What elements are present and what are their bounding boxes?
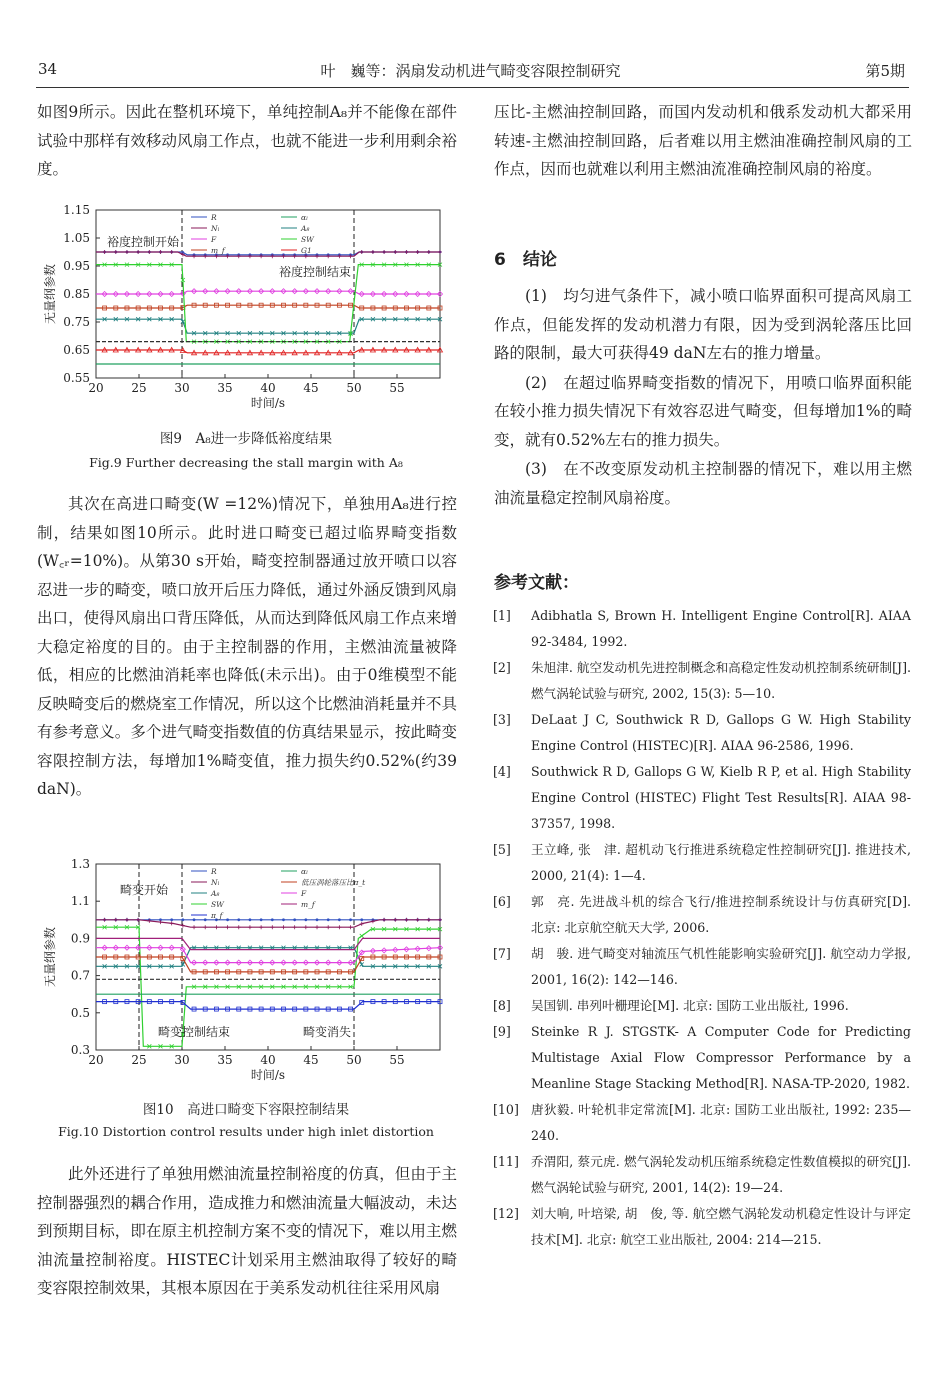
reference-text: 王立峰, 张 津. 超机动飞行推进系统稳定性控制研究[J]. 推进技术, 2000, 21(4): 1—4. [531, 842, 911, 883]
data-point [159, 250, 163, 254]
data-point [293, 925, 297, 929]
x-tick-label: 30 [174, 381, 190, 395]
legend [191, 213, 315, 255]
paragraph: 此外还进行了单独用燃油流量控制裕度的仿真，但由于主控制器强烈的耦合作用，造成推力和燃油流量大幅波动，未达到预期目标，即在原主机控制方案不变的情况下，难以用主燃油流量控制裕度。HISTEC计划采用主燃油取得了较好的畸变容限控制效果，其根本原因在于美系发动机往往采用风扇 [37, 1165, 457, 1297]
data-point [181, 924, 185, 928]
chart-annotation: 畸变消失 [302, 1025, 351, 1039]
series-A₈ [96, 317, 442, 335]
legend-label: αₗ [301, 867, 308, 876]
y-tick-label: 0.55 [63, 371, 90, 385]
data-point [125, 918, 129, 922]
data-point [416, 250, 420, 254]
reference-item [493, 707, 911, 759]
data-point [416, 918, 420, 922]
reference-number: [11] [493, 1154, 519, 1169]
reference-item [493, 1019, 911, 1097]
data-point [226, 918, 229, 921]
data-point [316, 918, 319, 921]
reference-number: [8] [493, 998, 511, 1013]
series-line [96, 252, 440, 256]
legend-label: m_f [211, 246, 225, 255]
data-point [438, 918, 442, 922]
data-point [170, 921, 174, 925]
figure-10 [36, 850, 456, 1090]
reference-item [493, 655, 911, 707]
left-column [37, 98, 457, 184]
figure-9 [36, 196, 456, 421]
legend-label: R [211, 867, 217, 876]
legend-label: αₗ [301, 213, 308, 222]
series-G1 [96, 348, 443, 355]
series-line [96, 927, 440, 1046]
x-tick-label: 35 [217, 381, 233, 395]
data-point [214, 925, 218, 929]
reference-number: [10] [493, 1102, 519, 1117]
y-axis-label: 无量纲参数 [43, 926, 57, 988]
data-point [338, 918, 341, 921]
data-point [136, 250, 140, 254]
series-Nₗ [96, 250, 442, 258]
reference-list [493, 603, 911, 1253]
data-point [270, 925, 274, 929]
figure-9-caption-en: Fig.9 Further decreasing the stall margin with A₈ [89, 455, 403, 470]
x-tick-label: 20 [88, 1053, 104, 1067]
series-SW [96, 263, 442, 344]
data-point [393, 918, 397, 922]
y-tick-label: 1.15 [63, 203, 90, 217]
data-point [237, 925, 241, 929]
left-column-3 [37, 1160, 457, 1303]
legend-label: π_f [211, 911, 223, 920]
y-tick-label: 0.3 [70, 1043, 90, 1057]
reference-item [493, 941, 911, 993]
data-point [360, 922, 364, 926]
reference-number: [6] [493, 894, 511, 909]
reference-text: 刘大响, 叶培梁, 胡 俊, 等. 航空燃气涡轮发动机稳定性设计与评定技术[M]. 北京: 航空工业出版社, 2004: 214—215. [531, 1206, 911, 1247]
conclusion-2: (2) 在超过临界畸变指数的情况下，用喷口临界面积能在较小推力损失情况下有效容忍进气畸变，但每增加1%的畸变，就有0.52%左右的推力损失。 [494, 373, 912, 449]
data-point [271, 918, 274, 921]
x-tick-label: 45 [303, 381, 319, 395]
y-tick-label: 0.9 [70, 931, 90, 946]
data-point [349, 925, 353, 929]
legend-label: G1 [301, 246, 312, 255]
y-tick-label: 0.7 [70, 968, 90, 983]
running-title: 叶 巍等：涡扇发动机进气畸变容限控制研究 [320, 62, 621, 80]
reference-number: [12] [493, 1206, 519, 1221]
legend [191, 867, 366, 920]
x-tick-label: 55 [389, 1053, 405, 1067]
data-point [382, 250, 386, 254]
reference-item [493, 1149, 911, 1201]
data-point [259, 925, 263, 929]
reference-item [493, 1201, 911, 1253]
figure-9-caption: 图9 A₈进一步降低裕度结果 [159, 431, 333, 447]
reference-text: 郭 亮. 先进战斗机的综合飞行/推进控制系统设计与仿真研究[D]. 北京: 北京航空航天大学, 2006. [531, 894, 911, 935]
data-point [404, 250, 408, 254]
legend-label: SW [301, 235, 314, 244]
y-tick-label: 1.3 [70, 857, 90, 871]
right-column [494, 98, 912, 184]
reference-number: [2] [493, 660, 511, 675]
legend-label: F [211, 235, 217, 244]
data-point [181, 918, 184, 921]
reference-item [493, 837, 911, 889]
data-point [293, 918, 296, 921]
data-point [349, 918, 352, 921]
reference-text: 乔渭阳, 蔡元虎. 燃气涡轮发动机压缩系统稳定性数值模拟的研究[J]. 燃气涡轮试验与研究, 2001, 14(2): 19—24. [531, 1154, 911, 1195]
data-point [114, 250, 118, 254]
data-point [360, 918, 363, 921]
legend-label: A₈ [211, 889, 220, 898]
data-point [260, 918, 263, 921]
legend-label: R [211, 213, 217, 222]
data-point [427, 250, 431, 254]
reference-text: Southwick R D, Gallops G W, Kielb R P, et al. High Stability Engine Control (HISTEC) Flight Test Results[R]. AIAA 98-37357, 1998. [531, 764, 911, 831]
x-axis-label: 时间/s [250, 1068, 286, 1082]
y-tick-label: 0.65 [63, 343, 90, 357]
data-point [147, 250, 151, 254]
reference-text: DeLaat J C, Southwick R D, Gallops G W. High Stability Engine Control (HISTEC)[R]. AIAA 96-2586, 1996. [531, 712, 911, 753]
legend-label: m_f [301, 900, 315, 909]
data-point [404, 918, 408, 922]
data-point [114, 918, 118, 922]
y-tick-label: 0.5 [70, 1005, 90, 1020]
data-point [315, 925, 319, 929]
legend-label: 低压涡轮落压比π_t [301, 878, 366, 887]
data-point [427, 918, 431, 922]
conclusions [494, 282, 912, 512]
data-point [103, 250, 107, 254]
data-point [304, 925, 308, 929]
series-π_f [96, 1000, 442, 1011]
reference-item [493, 1097, 911, 1149]
figure-10-caption: 图10 高进口畸变下容限控制结果 [142, 1102, 350, 1118]
chart-annotation: 畸变控制结束 [157, 1025, 231, 1039]
data-point [170, 918, 173, 921]
references-heading: 参考文献： [494, 573, 579, 593]
x-tick-label: 35 [217, 1053, 233, 1067]
x-tick-label: 40 [260, 1053, 276, 1067]
conclusion-3: (3) 在不改变原发动机主控制器的情况下，难以用主燃油流量稳定控制风扇裕度。 [494, 460, 912, 507]
x-tick-label: 45 [303, 1053, 319, 1067]
data-point [438, 250, 442, 254]
x-tick-label: 25 [131, 381, 147, 395]
legend-label: SW [211, 900, 224, 909]
left-column-2 [37, 490, 457, 804]
data-point [281, 925, 285, 929]
x-tick-label: 50 [346, 1053, 362, 1067]
data-point [159, 920, 163, 924]
x-tick-label: 40 [260, 381, 276, 395]
data-point [360, 250, 364, 254]
paragraph: 如图9所示。因此在整机环境下，单纯控制A₈并不能像在部件试验中那样有效移动风扇工作点，也就不能进一步利用剩余裕度。 [37, 103, 457, 178]
data-point [248, 925, 252, 929]
data-point [136, 918, 140, 922]
x-axis-label: 时间/s [250, 396, 286, 410]
data-point [326, 925, 330, 929]
data-point [304, 918, 307, 921]
data-point [170, 250, 174, 254]
reference-text: 吴国钏. 串列叶栅理论[M]. 北京: 国防工业出版社, 1996. [531, 998, 849, 1013]
legend-label: Nₗ [211, 224, 220, 233]
reference-item [493, 993, 911, 1019]
reference-number: [4] [493, 764, 511, 779]
data-point [282, 918, 285, 921]
y-tick-label: 0.95 [63, 259, 90, 273]
series-m_f [96, 303, 442, 310]
header-rule [36, 87, 909, 88]
y-axis-label: 无量纲参数 [43, 263, 57, 325]
x-tick-label: 50 [346, 381, 362, 395]
data-point [382, 918, 386, 922]
reference-number: [5] [493, 842, 511, 857]
reference-number: [3] [493, 712, 511, 727]
figure-10-caption-en: Fig.10 Distortion control results under high inlet distortion [58, 1124, 434, 1139]
data-point [337, 925, 341, 929]
data-point [204, 918, 207, 921]
chart-annotation: 畸变开始 [119, 883, 169, 897]
y-tick-label: 1.1 [70, 894, 90, 909]
chart-annotation: 裕度控制结束 [278, 265, 351, 279]
reference-item [493, 603, 911, 655]
x-tick-label: 55 [389, 381, 405, 395]
data-point [103, 918, 107, 922]
conclusion-1: (1) 均匀进气条件下，减小喷口临界面积可提高风扇工作点，但能发挥的发动机潜力有限，因为受到涡轮落压比回路的限制，最大可获得49 daN左右的推力增量。 [494, 287, 912, 362]
issue-number: 第5期 [865, 62, 905, 80]
data-point [125, 250, 129, 254]
x-tick-label: 20 [88, 381, 104, 395]
y-tick-label: 1.05 [63, 231, 90, 245]
section-heading: 6 结论 [494, 250, 557, 270]
figure-10-chart [36, 850, 456, 1090]
data-point [360, 934, 364, 938]
data-point [237, 918, 240, 921]
y-tick-label: 0.75 [63, 315, 90, 329]
reference-text: 胡 骏. 进气畸变对轴流压气机性能影响实验研究[J]. 航空动力学报, 2001, 16(2): 142—146. [531, 946, 911, 987]
legend-label: A₈ [301, 224, 310, 233]
series-line [96, 265, 440, 342]
data-point [371, 250, 375, 254]
series-F [96, 289, 443, 297]
reference-number: [7] [493, 946, 511, 961]
data-point [226, 925, 230, 929]
reference-number: [9] [493, 1024, 511, 1039]
chart-annotation: 裕度控制开始 [106, 235, 179, 249]
data-point [203, 925, 207, 929]
reference-text: Steinke R J. STGSTK- A Computer Code for Predicting Multistage Axial Flow Compressor Performance by a Meanline Stage Stacking Method[R]. NASA-TP-2020, 1982. [531, 1024, 911, 1091]
legend-label: Nₗ [211, 878, 220, 887]
data-point [192, 925, 196, 929]
reference-item [493, 889, 911, 941]
data-point [249, 918, 252, 921]
reference-text: Adibhatla S, Brown H. Intelligent Engine Control[R]. AIAA 92-3484, 1992. [531, 608, 911, 649]
reference-number: [1] [493, 608, 511, 623]
paragraph: 压比-主燃油控制回路，而国内发动机和俄系发动机大都采用转速-主燃油控制回路，后者难以用主燃油准确控制风扇的工作点，因而也就难以利用主燃油流准确控制风扇的裕度。 [494, 103, 912, 178]
x-tick-label: 25 [131, 1053, 147, 1067]
page-number: 34 [38, 60, 58, 78]
reference-item [493, 759, 911, 837]
legend-label: F [301, 889, 307, 898]
data-point [393, 250, 397, 254]
paragraph: 其次在高进口畸变(W =12%)情况下，单独用A₈进行控制，结果如图10所示。此时进口畸变已超过临界畸变指数(W꜀ᵣ=10%)。从第30 s开始，畸变控制器通过放开喷口以容忍进一步的畸变，喷口放开后压力降低，通过外涵反馈到风扇出口，使得风扇出口背压降低，从而达到降低风扇工作点来增大稳定裕度的目的。由于主控制器的作用，主燃油流量被降低，相应的比燃油消耗率也降低(未示出)。由于0维模型不能反映畸变后的燃烧室工作情况，所以这个比燃油消耗量并不具有参考意义。多个进气畸变指数值的仿真结果显示，按此畸变容限控制方法，每增加1%畸变值，推力损失约0.52%(约39 daN)。 [37, 495, 457, 798]
reference-text: 朱旭津. 航空发动机先进控制概念和高稳定性发动机控制系统研制[J]. 燃气涡轮试验与研究, 2002, 15(3): 5—10. [531, 660, 911, 701]
series-SW [96, 925, 442, 1048]
data-point [193, 918, 196, 921]
figure-9-chart [36, 196, 456, 421]
data-point [327, 918, 330, 921]
reference-text: 唐狄毅. 叶轮机非定常流[M]. 北京: 国防工业出版社, 1992: 235—240. [531, 1102, 911, 1143]
y-tick-label: 0.85 [63, 287, 90, 301]
x-tick-label: 30 [174, 1053, 190, 1067]
